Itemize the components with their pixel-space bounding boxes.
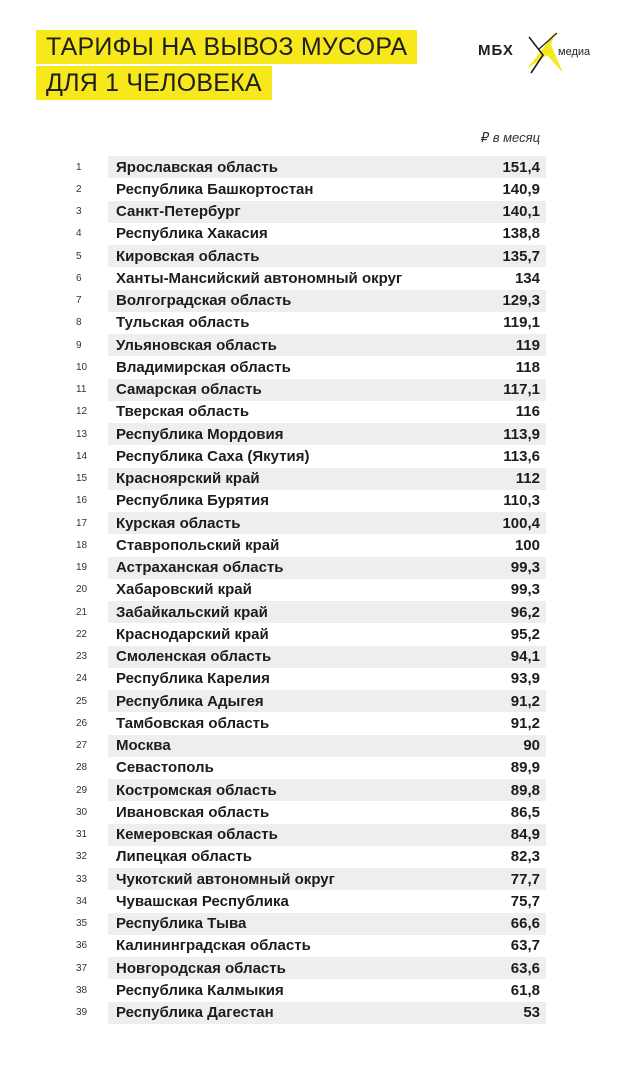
table-row (76, 957, 546, 979)
row-rank: 25 (76, 695, 88, 707)
row-rank: 29 (76, 784, 88, 796)
row-value: 91,2 (510, 714, 540, 732)
row-rank: 6 (76, 272, 82, 284)
row-value: 116 (515, 403, 540, 421)
row-region: Калининградская область (116, 937, 311, 955)
table-row (76, 468, 546, 490)
row-region: Республика Саха (Якутия) (116, 447, 310, 465)
row-value: 99,3 (510, 559, 540, 577)
row-value: 129,3 (502, 292, 540, 310)
table-row (76, 201, 546, 223)
table-row (76, 557, 546, 579)
table-row (76, 490, 546, 512)
row-rank: 8 (76, 317, 82, 329)
row-value: 63,6 (510, 959, 540, 977)
table-row (76, 735, 546, 757)
row-value: 61,8 (510, 981, 540, 999)
table-row (76, 646, 546, 668)
row-rank: 3 (76, 206, 82, 218)
row-region: Тамбовская область (116, 714, 270, 732)
row-value: 119,1 (503, 314, 540, 332)
row-rank: 18 (76, 539, 88, 551)
table-row (76, 801, 546, 823)
row-region: Ивановская область (116, 803, 270, 821)
table-row (76, 779, 546, 801)
row-region: Республика Хакасия (116, 225, 268, 243)
row-region: Ханты-Мансийский автономный округ (116, 269, 403, 287)
row-value: 66,6 (510, 915, 540, 933)
table-row (76, 356, 546, 378)
title-line-2: ДЛЯ 1 ЧЕЛОВЕКА (36, 66, 272, 100)
logo-text: МБХ (478, 42, 514, 59)
row-region: Ставропольский край (116, 536, 280, 554)
table-row (76, 156, 546, 178)
row-value: 135,7 (502, 247, 540, 265)
row-rank: 33 (76, 873, 88, 885)
row-rank: 7 (76, 295, 82, 307)
row-region: Москва (116, 737, 171, 755)
table-row (76, 512, 546, 534)
table-row (76, 890, 546, 912)
row-value: 95,2 (510, 625, 540, 643)
row-region: Республика Адыгея (116, 692, 264, 710)
row-rank: 31 (76, 829, 88, 841)
row-rank: 19 (76, 562, 88, 574)
row-rank: 15 (76, 473, 88, 485)
row-value: 63,7 (510, 937, 540, 955)
page-title (36, 30, 417, 102)
row-rank: 1 (76, 161, 82, 173)
row-rank: 38 (76, 984, 88, 996)
table-row (76, 312, 546, 334)
row-region: Республика Тыва (116, 915, 247, 933)
row-region: Астраханская область (116, 559, 284, 577)
row-region: Кировская область (116, 247, 260, 265)
row-rank: 32 (76, 851, 88, 863)
row-region: Ульяновская область (116, 336, 277, 354)
table-row (76, 623, 546, 645)
row-rank: 30 (76, 806, 88, 818)
row-background (108, 735, 546, 757)
row-region: Краснодарский край (116, 625, 269, 643)
table-row (76, 690, 546, 712)
title-line-1: ТАРИФЫ НА ВЫВОЗ МУСОРА (36, 30, 417, 64)
row-region: Владимирская область (116, 358, 291, 376)
table-row (76, 445, 546, 467)
row-value: 100 (514, 536, 540, 554)
row-rank: 24 (76, 673, 88, 685)
table-row (76, 401, 546, 423)
row-region: Севастополь (116, 759, 214, 777)
table-row (76, 534, 546, 556)
row-rank: 36 (76, 940, 88, 952)
row-value: 140,9 (502, 180, 540, 198)
row-region: Чукотский автономный округ (116, 870, 335, 888)
row-rank: 28 (76, 762, 88, 774)
row-rank: 9 (76, 339, 82, 351)
row-value: 84,9 (510, 826, 540, 844)
row-value: 82,3 (510, 848, 540, 866)
table-row (76, 579, 546, 601)
row-region: Хабаровский край (116, 581, 252, 599)
row-value: 96,2 (510, 603, 540, 621)
row-value: 134 (514, 269, 540, 287)
row-region: Республика Карелия (116, 670, 270, 688)
row-value: 140,1 (502, 203, 540, 221)
row-rank: 27 (76, 740, 88, 752)
logo-sub: медиа (558, 46, 591, 58)
row-value: 90 (523, 737, 540, 755)
mbh-media-logo (478, 29, 608, 75)
row-region: Курская область (116, 514, 241, 532)
row-value: 86,5 (510, 803, 540, 821)
row-value: 93,9 (510, 670, 540, 688)
row-region: Самарская область (116, 381, 262, 399)
row-rank: 16 (76, 495, 88, 507)
row-rank: 23 (76, 651, 88, 663)
row-rank: 39 (76, 1007, 88, 1019)
table-row (76, 601, 546, 623)
table-row (76, 757, 546, 779)
row-value: 89,8 (510, 781, 540, 799)
row-region: Ярославская область (116, 158, 278, 176)
row-rank: 14 (76, 450, 88, 462)
row-rank: 5 (76, 250, 82, 262)
row-rank: 21 (76, 606, 88, 618)
row-rank: 26 (76, 717, 88, 729)
row-value: 113,6 (503, 447, 540, 465)
row-region: Смоленская область (116, 648, 272, 666)
row-value: 151,4 (502, 158, 540, 176)
table-row (76, 245, 546, 267)
table-row (76, 712, 546, 734)
row-rank: 2 (76, 183, 82, 195)
row-rank: 12 (76, 406, 88, 418)
row-region: Кемеровская область (116, 826, 278, 844)
table-row (76, 290, 546, 312)
table-row (76, 979, 546, 1001)
row-rank: 13 (76, 428, 88, 440)
row-region: Тульская область (116, 314, 250, 332)
row-value: 77,7 (510, 870, 540, 888)
row-region: Тверская область (116, 403, 250, 421)
row-region: Липецкая область (116, 848, 252, 866)
row-rank: 34 (76, 895, 88, 907)
table-row (76, 1002, 546, 1024)
row-rank: 4 (76, 228, 82, 240)
row-value: 112 (515, 470, 540, 488)
table-row (76, 334, 546, 356)
row-region: Республика Башкортостан (116, 180, 314, 198)
row-value: 53 (523, 1004, 540, 1022)
row-value: 91,2 (510, 692, 540, 710)
row-region: Республика Мордовия (116, 425, 284, 443)
row-value: 119 (515, 336, 540, 354)
row-rank: 20 (76, 584, 88, 596)
table-row (76, 913, 546, 935)
row-value: 117,1 (503, 381, 540, 399)
row-region: Республика Дагестан (116, 1004, 274, 1022)
row-region: Костромская область (116, 781, 277, 799)
row-value: 113,9 (503, 425, 540, 443)
row-region: Санкт-Петербург (116, 203, 241, 221)
row-region: Республика Калмыкия (116, 981, 284, 999)
table-row (76, 935, 546, 957)
tariff-table (76, 156, 546, 1024)
row-region: Волгоградская область (116, 292, 292, 310)
row-region: Забайкальский край (116, 603, 268, 621)
row-region: Республика Бурятия (116, 492, 269, 510)
row-region: Красноярский край (116, 470, 260, 488)
row-value: 118 (515, 358, 540, 376)
row-rank: 11 (76, 384, 87, 396)
row-value: 110,3 (503, 492, 540, 510)
table-row (76, 868, 546, 890)
row-value: 100,4 (502, 514, 540, 532)
table-row (76, 423, 546, 445)
row-region: Новгородская область (116, 959, 286, 977)
row-rank: 35 (76, 918, 88, 930)
table-row (76, 379, 546, 401)
row-value: 99,3 (510, 581, 540, 599)
row-value: 75,7 (510, 892, 540, 910)
row-rank: 17 (76, 517, 88, 529)
row-region: Чувашская Республика (116, 892, 289, 910)
row-rank: 10 (76, 361, 88, 373)
row-value: 138,8 (502, 225, 540, 243)
row-value: 94,1 (510, 648, 540, 666)
table-row (76, 223, 546, 245)
table-row (76, 178, 546, 200)
row-rank: 22 (76, 628, 88, 640)
table-row (76, 846, 546, 868)
table-row (76, 267, 546, 289)
row-value: 89,9 (510, 759, 540, 777)
table-row (76, 668, 546, 690)
row-rank: 37 (76, 962, 88, 974)
table-row (76, 824, 546, 846)
unit-label: ₽ в месяц (480, 130, 540, 145)
